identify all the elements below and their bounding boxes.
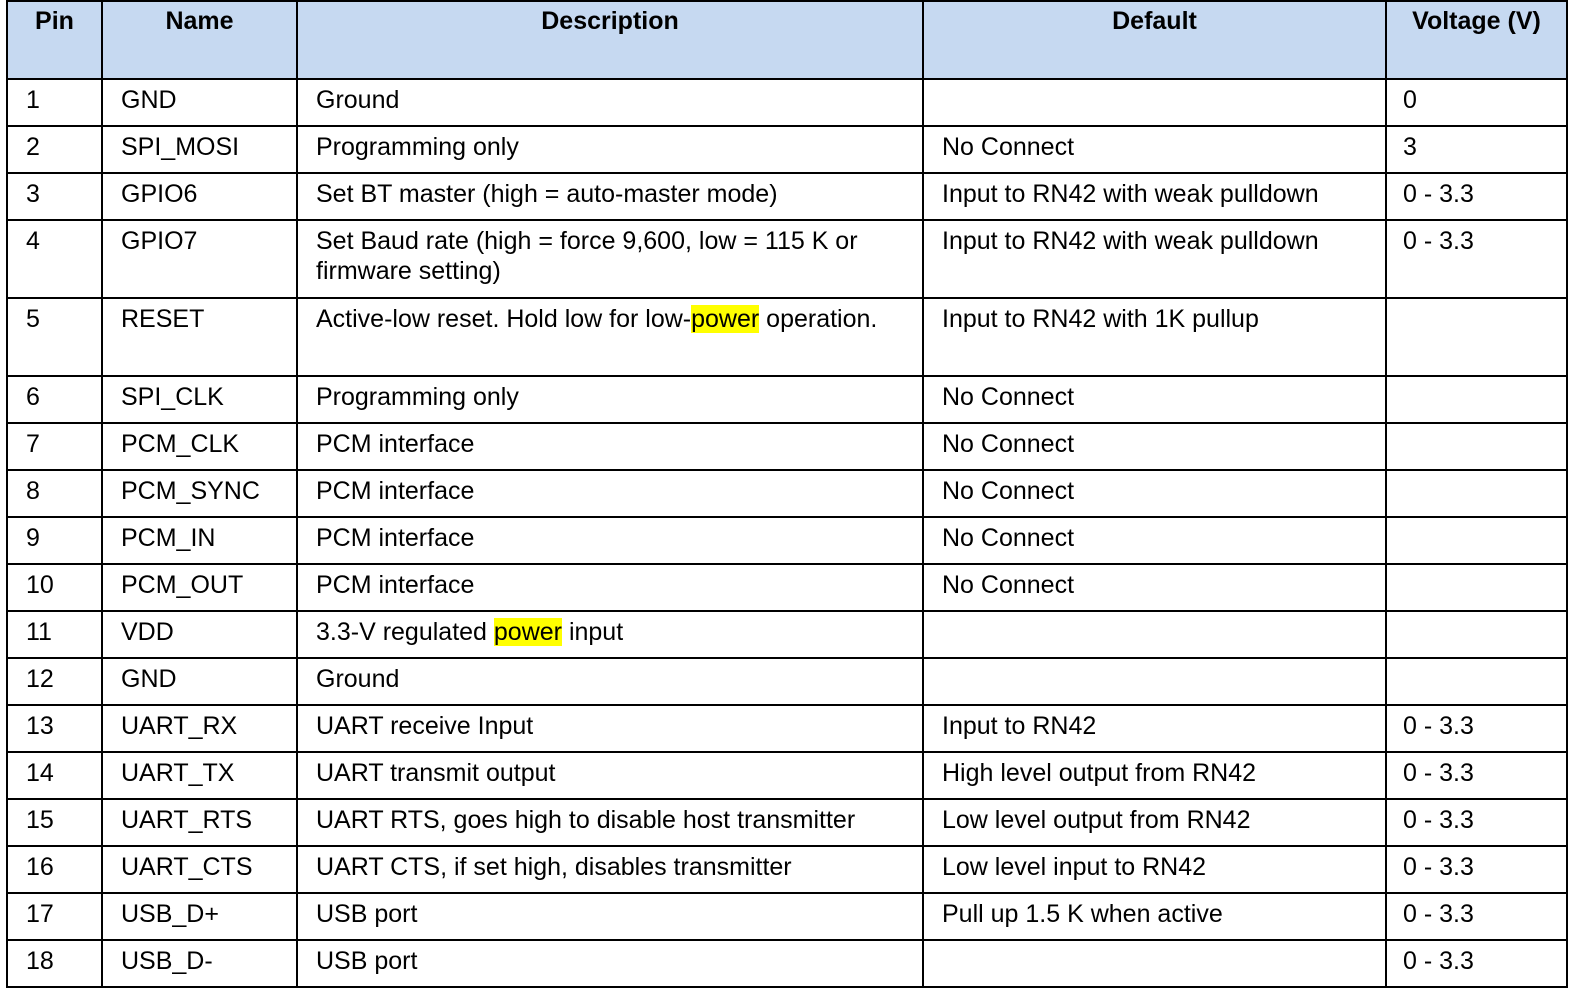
cell-description: Programming only bbox=[297, 126, 923, 173]
cell-default: No Connect bbox=[923, 126, 1386, 173]
cell-default: No Connect bbox=[923, 564, 1386, 611]
cell-name: PCM_OUT bbox=[102, 564, 297, 611]
cell-voltage bbox=[1386, 517, 1567, 564]
cell-voltage: 0 - 3.3 bbox=[1386, 893, 1567, 940]
table-row bbox=[7, 517, 1567, 564]
cell-voltage: 3 bbox=[1386, 126, 1567, 173]
cell-description: Ground bbox=[297, 79, 923, 126]
cell-pin: 17 bbox=[7, 893, 102, 940]
cell-pin: 4 bbox=[7, 220, 102, 298]
cell-default: No Connect bbox=[923, 470, 1386, 517]
table-row bbox=[7, 126, 1567, 173]
cell-description: UART receive Input bbox=[297, 705, 923, 752]
cell-pin: 16 bbox=[7, 846, 102, 893]
cell-name: VDD bbox=[102, 611, 297, 658]
cell-default: Low level output from RN42 bbox=[923, 799, 1386, 846]
cell-description: Ground bbox=[297, 658, 923, 705]
cell-description: PCM interface bbox=[297, 564, 923, 611]
cell-name: USB_D+ bbox=[102, 893, 297, 940]
cell-default: Input to RN42 with 1K pullup bbox=[923, 298, 1386, 376]
table-row bbox=[7, 423, 1567, 470]
cell-default: No Connect bbox=[923, 517, 1386, 564]
cell-description: PCM interface bbox=[297, 423, 923, 470]
cell-pin: 7 bbox=[7, 423, 102, 470]
cell-voltage bbox=[1386, 564, 1567, 611]
cell-voltage: 0 - 3.3 bbox=[1386, 940, 1567, 987]
search-highlight: power bbox=[493, 618, 562, 646]
cell-pin: 6 bbox=[7, 376, 102, 423]
cell-pin: 10 bbox=[7, 564, 102, 611]
table-row bbox=[7, 846, 1567, 893]
cell-description bbox=[297, 298, 923, 376]
cell-name: PCM_CLK bbox=[102, 423, 297, 470]
cell-name: UART_RX bbox=[102, 705, 297, 752]
cell-description: UART RTS, goes high to disable host transmitter bbox=[297, 799, 923, 846]
cell-name: PCM_SYNC bbox=[102, 470, 297, 517]
table-row bbox=[7, 173, 1567, 220]
cell-name: GPIO7 bbox=[102, 220, 297, 298]
cell-voltage bbox=[1386, 423, 1567, 470]
cell-pin: 3 bbox=[7, 173, 102, 220]
cell-description: Set Baud rate (high = force 9,600, low = 115 K or firmware setting) bbox=[297, 220, 923, 298]
table-row bbox=[7, 611, 1567, 658]
cell-pin: 13 bbox=[7, 705, 102, 752]
table-row bbox=[7, 940, 1567, 987]
cell-name: SPI_CLK bbox=[102, 376, 297, 423]
cell-default bbox=[923, 658, 1386, 705]
cell-default: No Connect bbox=[923, 423, 1386, 470]
cell-name: GND bbox=[102, 658, 297, 705]
cell-default: High level output from RN42 bbox=[923, 752, 1386, 799]
cell-pin: 12 bbox=[7, 658, 102, 705]
cell-voltage bbox=[1386, 376, 1567, 423]
table-row bbox=[7, 376, 1567, 423]
cell-pin: 18 bbox=[7, 940, 102, 987]
cell-name: GPIO6 bbox=[102, 173, 297, 220]
cell-name: GND bbox=[102, 79, 297, 126]
table-row bbox=[7, 799, 1567, 846]
table-row bbox=[7, 752, 1567, 799]
cell-description: PCM interface bbox=[297, 470, 923, 517]
pin-description-table bbox=[6, 0, 1568, 988]
cell-pin: 1 bbox=[7, 79, 102, 126]
description-text: 3.3-V regulated bbox=[316, 618, 494, 646]
cell-default: Pull up 1.5 K when active bbox=[923, 893, 1386, 940]
table-row bbox=[7, 79, 1567, 126]
cell-voltage bbox=[1386, 658, 1567, 705]
table-header-row bbox=[7, 1, 1567, 79]
table-row bbox=[7, 564, 1567, 611]
table-row bbox=[7, 705, 1567, 752]
header-default: Default bbox=[923, 1, 1386, 79]
cell-default bbox=[923, 940, 1386, 987]
cell-name: SPI_MOSI bbox=[102, 126, 297, 173]
cell-default: Input to RN42 with weak pulldown bbox=[923, 220, 1386, 298]
cell-default bbox=[923, 611, 1386, 658]
header-name: Name bbox=[102, 1, 297, 79]
cell-pin: 9 bbox=[7, 517, 102, 564]
table-row bbox=[7, 893, 1567, 940]
table-row bbox=[7, 658, 1567, 705]
description-text: Active-low reset. Hold low for low- bbox=[316, 305, 692, 333]
cell-name: UART_RTS bbox=[102, 799, 297, 846]
table-row bbox=[7, 220, 1567, 298]
cell-description: PCM interface bbox=[297, 517, 923, 564]
search-highlight: power bbox=[691, 305, 760, 333]
cell-description: Programming only bbox=[297, 376, 923, 423]
cell-description: UART CTS, if set high, disables transmitter bbox=[297, 846, 923, 893]
cell-name: USB_D- bbox=[102, 940, 297, 987]
cell-voltage: 0 bbox=[1386, 79, 1567, 126]
cell-default bbox=[923, 79, 1386, 126]
cell-pin: 2 bbox=[7, 126, 102, 173]
cell-voltage: 0 - 3.3 bbox=[1386, 799, 1567, 846]
description-text: input bbox=[562, 618, 624, 646]
cell-name: RESET bbox=[102, 298, 297, 376]
cell-pin: 14 bbox=[7, 752, 102, 799]
cell-default: Input to RN42 with weak pulldown bbox=[923, 173, 1386, 220]
cell-voltage: 0 - 3.3 bbox=[1386, 846, 1567, 893]
cell-pin: 8 bbox=[7, 470, 102, 517]
header-voltage: Voltage (V) bbox=[1386, 1, 1567, 79]
cell-voltage bbox=[1386, 298, 1567, 376]
cell-voltage bbox=[1386, 611, 1567, 658]
header-description: Description bbox=[297, 1, 923, 79]
cell-description: Set BT master (high = auto-master mode) bbox=[297, 173, 923, 220]
cell-voltage bbox=[1386, 470, 1567, 517]
cell-voltage: 0 - 3.3 bbox=[1386, 705, 1567, 752]
cell-name: PCM_IN bbox=[102, 517, 297, 564]
cell-voltage: 0 - 3.3 bbox=[1386, 220, 1567, 298]
cell-pin: 5 bbox=[7, 298, 102, 376]
cell-default: Low level input to RN42 bbox=[923, 846, 1386, 893]
cell-description: USB port bbox=[297, 940, 923, 987]
cell-description: USB port bbox=[297, 893, 923, 940]
header-pin: Pin bbox=[7, 1, 102, 79]
cell-default: Input to RN42 bbox=[923, 705, 1386, 752]
cell-name: UART_TX bbox=[102, 752, 297, 799]
cell-description: UART transmit output bbox=[297, 752, 923, 799]
description-text: operation. bbox=[759, 305, 878, 333]
cell-pin: 11 bbox=[7, 611, 102, 658]
table-row bbox=[7, 298, 1567, 376]
table-row bbox=[7, 470, 1567, 517]
cell-name: UART_CTS bbox=[102, 846, 297, 893]
cell-voltage: 0 - 3.3 bbox=[1386, 173, 1567, 220]
cell-description bbox=[297, 611, 923, 658]
cell-pin: 15 bbox=[7, 799, 102, 846]
cell-default: No Connect bbox=[923, 376, 1386, 423]
cell-voltage: 0 - 3.3 bbox=[1386, 752, 1567, 799]
